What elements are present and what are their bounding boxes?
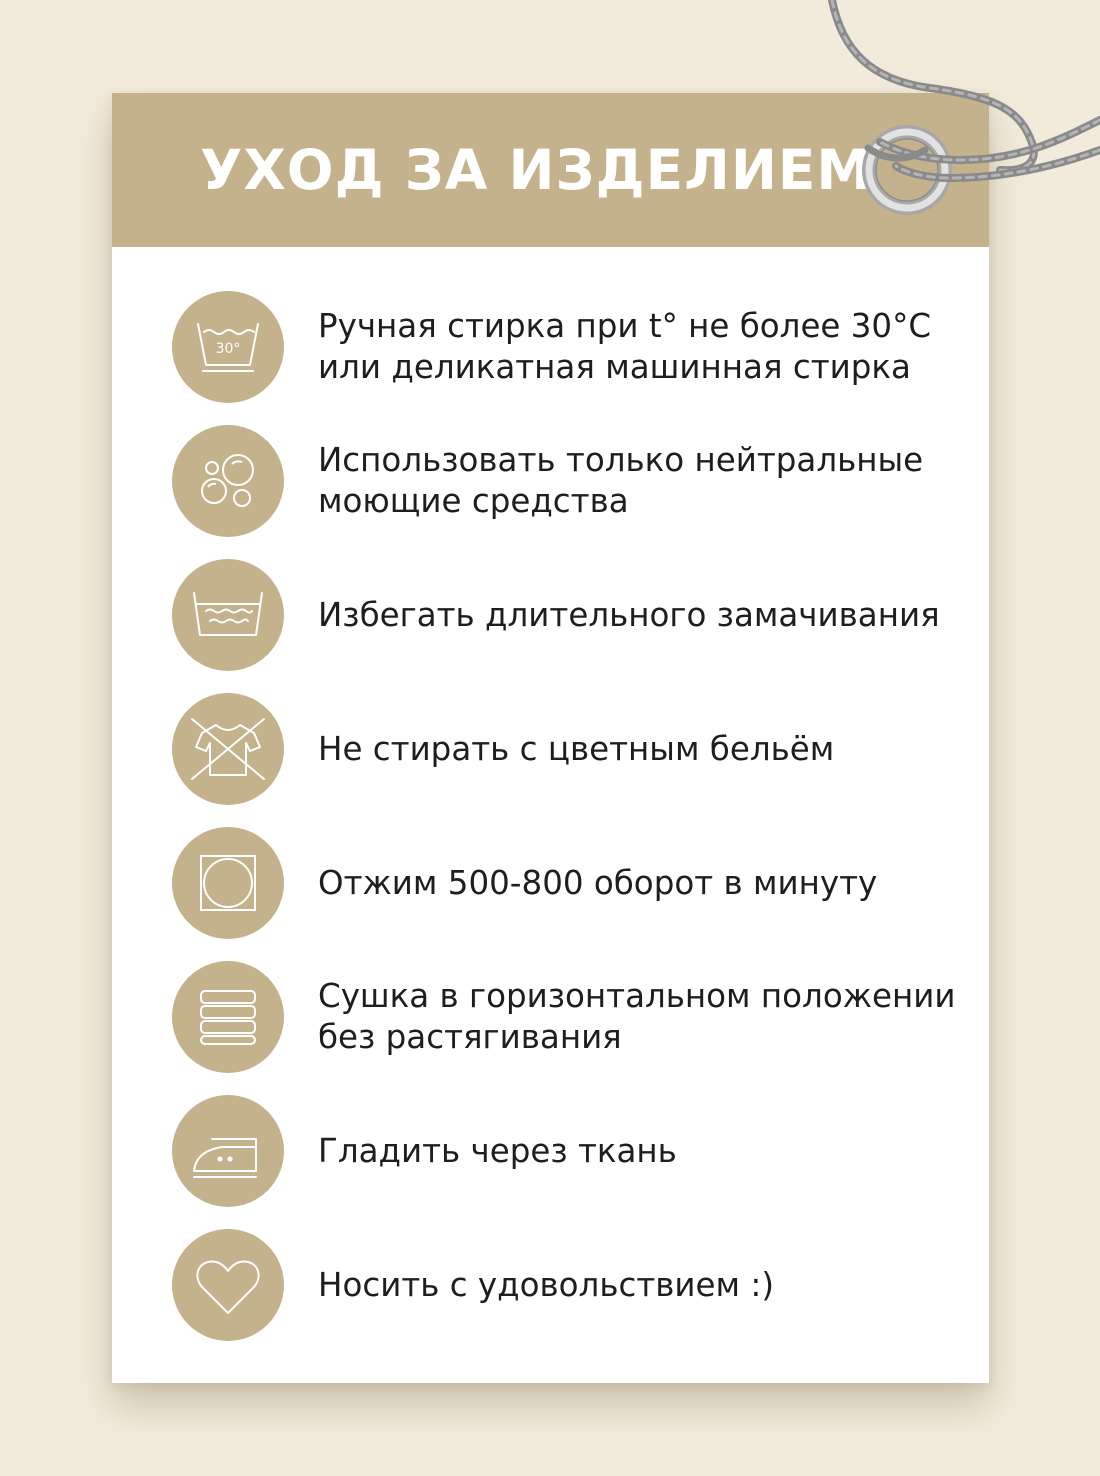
wash-basin-icon [172,559,284,671]
list-item [172,425,952,537]
list-item [172,693,952,805]
care-item-text: Ручная стирка при t° не более 30°С или деликатная машинная стирка [318,307,932,386]
list-item [172,827,952,939]
care-item-text: Отжим 500-800 оборот в минуту [318,863,878,902]
care-item-text: Гладить через ткань [318,1131,677,1170]
dry-flat-icon [172,961,284,1073]
care-item-text: Носить с удовольствием :) [318,1265,775,1304]
list-item [172,1229,952,1341]
icon-circle [172,425,284,537]
icon-circle [172,961,284,1073]
icon-circle [172,827,284,939]
tumble-spin-icon [172,827,284,939]
care-item-text: Не стирать с цветным бельём [318,729,835,768]
list-item [172,961,956,1073]
heart-icon [172,1229,284,1341]
list-item [172,291,952,403]
icon-circle [172,1095,284,1207]
no-colored-laundry-icon [172,693,284,805]
detergent-bubbles-icon [172,425,284,537]
icon-circle [172,291,284,403]
list-item [172,1095,952,1207]
hand-wash-30-icon [172,291,284,403]
care-item-text: Использовать только нейтральные моющие средства [318,441,924,520]
care-item-text: Избегать длительного замачивания [318,595,940,634]
iron-two-dots-icon [172,1095,284,1207]
care-item-text: Сушка в горизонтальном положении без растягивания [318,977,956,1056]
icon-circle [172,1229,284,1341]
page-title: УХОД ЗА ИЗДЕЛИЕМ [200,138,873,202]
list-item [172,559,952,671]
icon-circle [172,559,284,671]
icon-circle [172,693,284,805]
svg-text:30°: 30° [215,341,241,357]
